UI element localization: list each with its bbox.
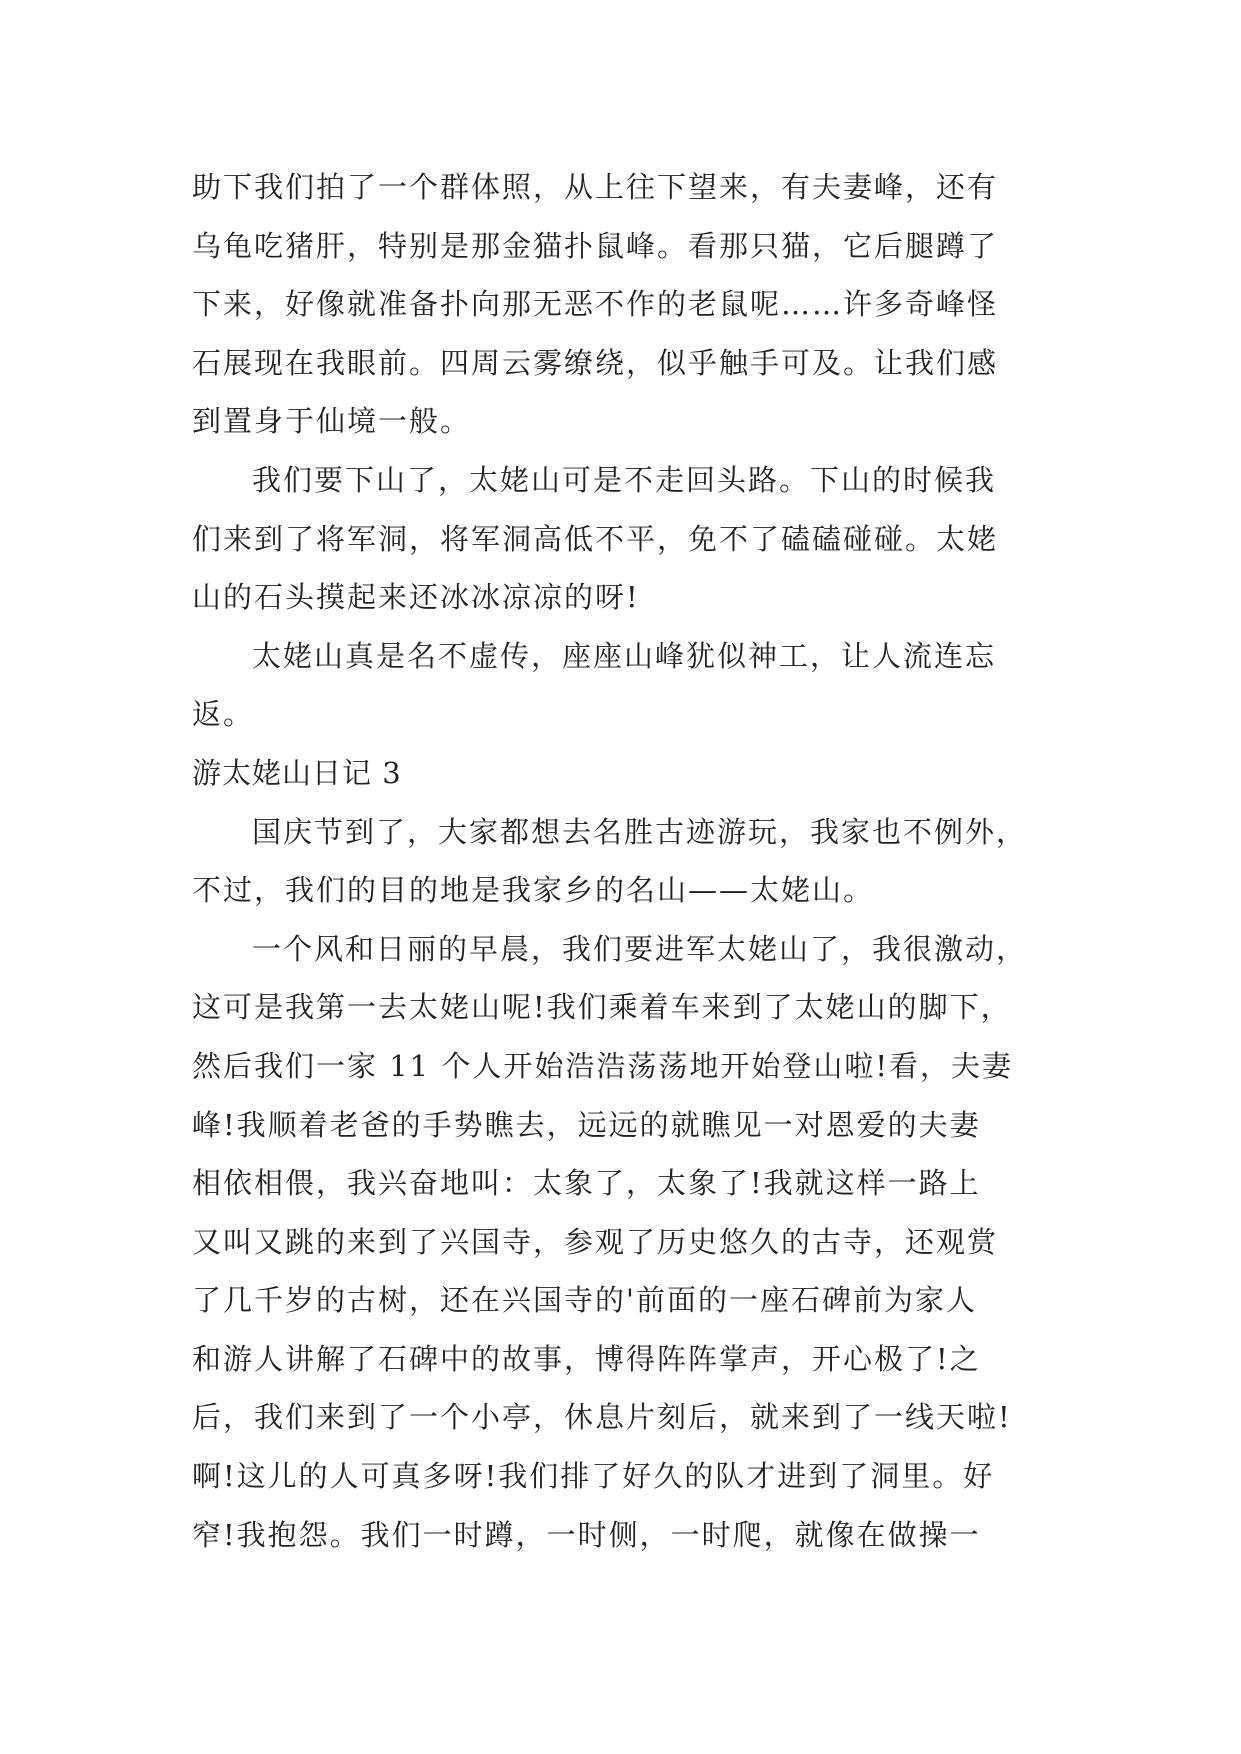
text-line: 下来，好像就准备扑向那无恶不作的老鼠呢……许多奇峰怪	[192, 287, 999, 322]
text-line: 到置身于仙境一般。	[192, 404, 472, 439]
text-line: 后，我们来到了一个小亭，休息片刻后，就来到了一线天啦!	[192, 1400, 1012, 1435]
text-line: 啊!这儿的人可真多呀!我们排了好久的队才进到了洞里。好	[192, 1459, 995, 1494]
text-line: 们来到了将军洞，将军洞高低不平，免不了磕磕碰碰。太姥	[192, 521, 999, 556]
text-line: 太姥山真是名不虚传，座座山峰犹似神工，让人流连忘	[252, 638, 997, 673]
text-line: 助下我们拍了一个群体照，从上往下望来，有夫妻峰，还有	[192, 170, 999, 204]
text-line: 峰!我顺着老爸的手势瞧去，远远的就瞧见一对恩爱的夫妻	[192, 1107, 981, 1142]
text-line: 一个风和日丽的早晨，我们要进军太姥山了，我很激动，	[252, 931, 1028, 966]
text-line: 我们要下山了，太姥山可是不走回头路。下山的时候我	[252, 462, 997, 497]
text-line: 了几千岁的古树，还在兴国寺的'前面的一座石碑前为家人	[192, 1283, 977, 1318]
text-line: 相依相偎，我兴奋地叫：太象了，太象了!我就这样一路上	[192, 1166, 981, 1201]
section-heading: 游太姥山日记 3	[192, 755, 402, 790]
text-line: 返。	[192, 697, 255, 732]
text-line: 石展现在我眼前。四周云雾缭绕，似乎触手可及。让我们感	[192, 345, 999, 380]
text-line: 又叫又跳的来到了兴国寺，参观了历史悠久的古寺，还观赏	[192, 1224, 999, 1259]
text-line: 这可是我第一去太姥山呢!我们乘着车来到了太姥山的脚下，	[192, 990, 1012, 1025]
document-body	[192, 158, 1072, 1564]
text-line: 不过，我们的目的地是我家乡的名山——太姥山。	[192, 873, 875, 908]
text-line: 乌龟吃猪肝，特别是那金猫扑鼠峰。看那只猫，它后腿蹲了	[192, 228, 999, 263]
text-line: 山的石头摸起来还冰冰凉凉的呀!	[192, 580, 640, 615]
text-line: 国庆节到了，大家都想去名胜古迹游玩，我家也不例外，	[252, 814, 1028, 849]
text-line: 然后我们一家 11 个人开始浩浩荡荡地开始登山啦!看，夫妻	[192, 1048, 1013, 1083]
text-line: 和游人讲解了石碑中的故事，博得阵阵掌声，开心极了!之	[192, 1341, 981, 1376]
text-line: 窄!我抱怨。我们一时蹲，一时侧，一时爬，就像在做操一	[192, 1517, 981, 1552]
